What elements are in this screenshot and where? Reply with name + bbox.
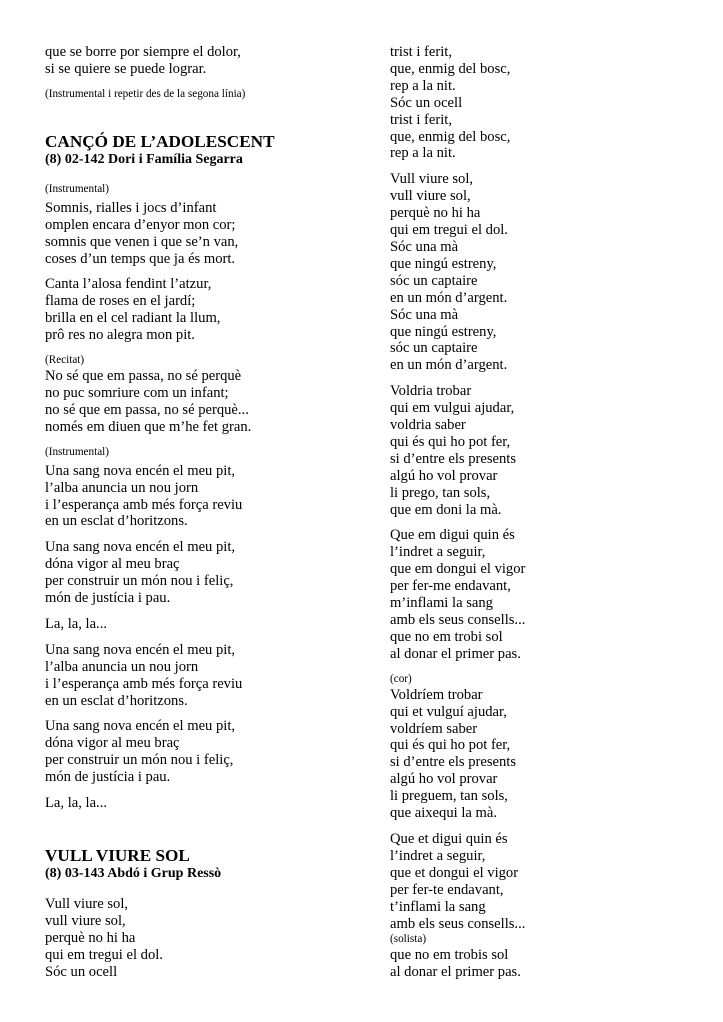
lyric-line: Sóc un ocell [45, 963, 118, 980]
lyric-stanza [45, 368, 365, 436]
lyric-line: vull viure sol, [390, 188, 471, 205]
lyric-stanza [390, 947, 700, 981]
lyric-line: trist i ferit, [390, 111, 453, 128]
note-block [390, 672, 700, 687]
lyric-line: sóc un captaire [390, 340, 478, 357]
lyric-line: que se borre por siempre el dolor, [45, 44, 241, 60]
lyric-line: al donar el primer pas. [390, 964, 521, 981]
lyric-line: si se quiere se puede lograr. [45, 60, 207, 77]
lyric-line: l’alba anuncia un nou jorn [45, 479, 199, 496]
lyric-line: Somnis, rialles i jocs d’infant [45, 199, 217, 216]
lyric-line: en un esclat d’horitzons. [45, 692, 188, 709]
lyric-line: món de justícia i pau. [45, 590, 171, 607]
lyric-line: per construir un món nou i feliç, [45, 573, 234, 590]
lyric-line: qui és qui ho pot fer, [390, 433, 511, 450]
lyric-line: Una sang nova encén el meu pit, [45, 462, 236, 479]
lyric-line: Vull viure sol, [390, 171, 474, 188]
lyric-stanza [45, 795, 365, 812]
lyric-stanza [390, 383, 700, 518]
lyric-line: al donar el primer pas. [390, 645, 521, 662]
lyric-line: per fer-te endavant, [390, 881, 504, 898]
lyric-line: La, la, la... [45, 795, 107, 812]
song-title: VULL VIURE SOL [45, 846, 190, 865]
lyric-line: Voldríem trobar [390, 686, 483, 703]
lyric-line: voldríem saber [390, 720, 478, 737]
lyric-line: Sóc una mà [390, 306, 459, 323]
lyric-line: Sóc una mà [390, 238, 459, 255]
lyric-line: per construir un món nou i feliç, [45, 752, 234, 769]
lyric-line: l’indret a seguir, [390, 847, 486, 864]
lyric-line: qui és qui ho pot fer, [390, 737, 511, 754]
lyric-line: m’inflami la sang [390, 595, 493, 612]
lyric-stanza [390, 171, 700, 374]
note-block [390, 932, 700, 947]
lyric-line: en un esclat d’horitzons. [45, 513, 188, 530]
song-reference: (8) 02-142 Dori i Família Segarra [45, 151, 243, 167]
song-title: CANÇÓ DE L’ADOLESCENT [45, 131, 275, 151]
lyric-line: sóc un captaire [390, 272, 478, 289]
lyric-line: dóna vigor al meu braç [45, 556, 180, 573]
performance-note: (Instrumental i repetir des de la segona línia) [45, 87, 246, 100]
song-reference: (8) 03-143 Abdó i Grup Ressò [45, 866, 222, 881]
lyric-stanza [45, 616, 365, 633]
lyric-line: que ningú estreny, [390, 323, 497, 340]
note-block [45, 182, 365, 197]
note-block [45, 87, 365, 102]
lyric-line: Una sang nova encén el meu pit, [45, 539, 236, 556]
lyric-line: algú ho vol provar [390, 771, 498, 788]
performance-note: (Recitat) [45, 354, 85, 367]
lyric-stanza [45, 718, 365, 786]
lyric-line: que, enmig del bosc, [390, 128, 511, 145]
song-heading [45, 846, 365, 882]
lyric-stanza [45, 539, 365, 607]
lyric-line: coses d’un temps que ja és mort. [45, 250, 236, 267]
lyric-line: que aixequi la mà. [390, 805, 497, 822]
lyric-line: rep a la nit. [390, 77, 456, 94]
lyric-line: que et dongui el vigor [390, 864, 519, 881]
lyric-line: No sé que em passa, no sé perquè [45, 368, 242, 385]
lyric-line: si d’entre els presents [390, 754, 517, 771]
lyric-stanza [45, 642, 365, 710]
lyric-line: algú ho vol provar [390, 467, 498, 484]
lyric-line: rep a la nit. [390, 145, 456, 162]
lyric-line: per fer-me endavant, [390, 578, 511, 595]
lyric-line: Voldria trobar [390, 383, 472, 400]
performance-note: (Instrumental) [45, 182, 109, 195]
lyric-line: en un món d’argent. [390, 289, 508, 306]
lyric-stanza [390, 831, 700, 932]
lyric-line: omplen encara d’enyor mon cor; [45, 216, 236, 233]
lyric-line: perquè no hi ha [45, 929, 136, 946]
lyric-line: Que em digui quin és [390, 527, 515, 544]
song-heading [45, 132, 365, 168]
lyric-line: t’inflami la sang [390, 898, 486, 915]
right-column [390, 44, 700, 990]
lyric-stanza [390, 527, 700, 662]
lyric-line: només em diuen que m’he fet gran. [45, 418, 252, 435]
lyric-stanza [45, 463, 365, 531]
lyric-line: que em doni la mà. [390, 501, 502, 518]
left-column [45, 44, 365, 990]
lyric-line: trist i ferit, [390, 44, 453, 60]
lyric-line: que ningú estreny, [390, 255, 497, 272]
lyric-line: voldria saber [390, 417, 466, 434]
lyric-line: flama de roses en el jardí; [45, 293, 196, 310]
lyric-line: no sé que em passa, no sé perquè... [45, 401, 249, 418]
lyric-line: en un món d’argent. [390, 357, 508, 374]
lyric-line: qui em vulgui ajudar, [390, 400, 515, 417]
lyric-line: l’indret a seguir, [390, 544, 486, 561]
lyric-line: Sóc un ocell [390, 94, 463, 111]
performance-note: (Instrumental) [45, 445, 109, 458]
lyric-line: prô res no alegra mon pit. [45, 327, 195, 344]
note-block [45, 353, 365, 368]
performance-note: (solista) [390, 933, 427, 946]
lyric-line: Vull viure sol, [45, 896, 129, 912]
lyric-stanza [45, 44, 365, 78]
lyric-line: dóna vigor al meu braç [45, 735, 180, 752]
lyric-line: somnis que venen i que se’n van, [45, 233, 239, 250]
lyric-line: Una sang nova encén el meu pit, [45, 641, 236, 658]
lyric-line: i l’esperança amb més força reviu [45, 675, 243, 692]
lyric-line: que, enmig del bosc, [390, 60, 511, 77]
lyric-stanza [45, 276, 365, 344]
lyric-line: qui em tregui el dol. [390, 222, 508, 239]
lyric-line: perquè no hi ha [390, 205, 481, 222]
lyric-line: Que et digui quin és [390, 830, 508, 847]
lyric-line: i l’esperança amb més força reviu [45, 496, 243, 513]
lyric-line: qui et vulguí ajudar, [390, 703, 507, 720]
lyric-line: l’alba anuncia un nou jorn [45, 658, 199, 675]
lyric-line: que no em trobis sol [390, 947, 509, 964]
lyric-line: li prego, tan sols, [390, 484, 491, 501]
note-block [45, 445, 365, 460]
lyric-line: brilla en el cel radiant la llum, [45, 310, 221, 327]
lyric-line: vull viure sol, [45, 912, 126, 929]
lyric-line: La, la, la... [45, 615, 107, 632]
lyric-line: qui em tregui el dol. [45, 946, 163, 963]
lyric-stanza [45, 200, 365, 268]
lyric-line: que no em trobi sol [390, 628, 503, 645]
lyric-line: li preguem, tan sols, [390, 788, 508, 805]
lyric-line: món de justícia i pau. [45, 769, 171, 786]
lyric-line: que em dongui el vigor [390, 561, 526, 578]
lyric-stanza [390, 687, 700, 822]
lyric-line: amb els seus consells... [390, 612, 526, 628]
lyric-line: no puc somriure com un infant; [45, 384, 229, 401]
lyric-line: Una sang nova encén el meu pit, [45, 718, 236, 735]
lyric-stanza [390, 44, 700, 162]
lyric-line: si d’entre els presents [390, 450, 517, 467]
performance-note: (cor) [390, 672, 412, 685]
lyric-line: amb els seus consells... [390, 915, 526, 932]
lyric-line: Canta l’alosa fendint l’atzur, [45, 276, 212, 293]
lyric-stanza [45, 896, 365, 981]
